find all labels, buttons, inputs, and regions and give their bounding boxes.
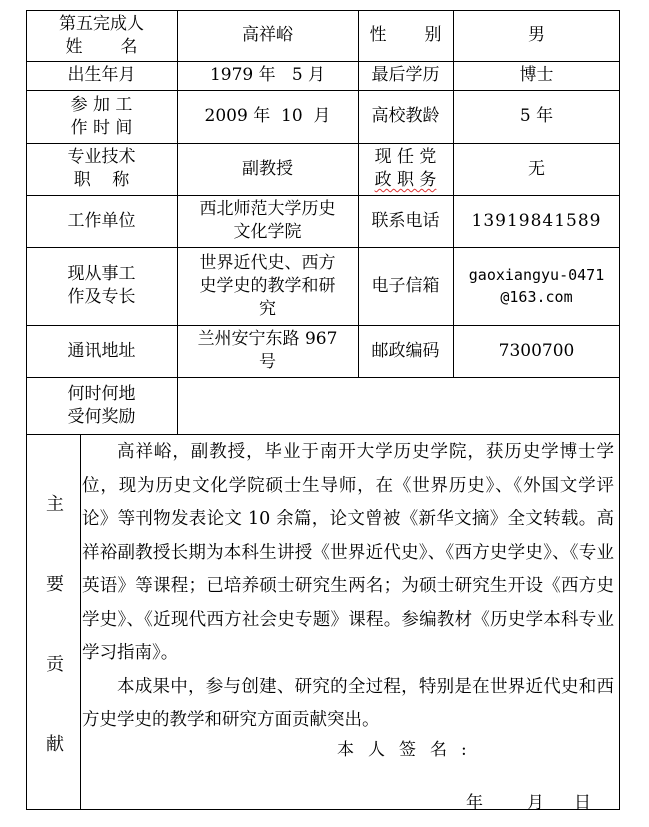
address-label: 通讯地址 <box>67 340 136 361</box>
party-position-value: 无 <box>528 158 545 179</box>
awards-label: 何时何地 受何奖励 <box>67 383 136 427</box>
postcode-label: 邮政编码 <box>371 340 440 361</box>
education-label: 最后学历 <box>371 65 440 85</box>
contribution-label: 主 要 贡 献 <box>46 494 64 755</box>
row-divider <box>26 434 620 435</box>
email-value: gaoxiangyu-0471 @163.com <box>468 266 605 306</box>
awards-value <box>177 377 620 434</box>
party-position-label: 现 任 党 政 职 务 <box>374 147 437 190</box>
gender-label: 性 别 <box>369 25 442 45</box>
birth-label: 出生年月 <box>67 65 136 85</box>
phone-label: 联系电话 <box>371 210 440 231</box>
postcode-value: 7300700 <box>498 340 575 361</box>
contribution-paragraph: 本成果中，参与创建、研究的全过程，特别是在世界近代史和西方史学史的教学和研究方面贡献突出。 <box>82 676 614 730</box>
teaching-years-label: 高校教龄 <box>371 106 440 126</box>
col-divider <box>80 434 81 810</box>
contribution-paragraph: 高祥峪，副教授，毕业于南开大学历史学院，获历史学博士学位，现为历史文化学院硕士生导师，在《世界历史》、《外国文学评论》等刊物发表论文 10 余篇，论文曾被《新华文摘》全文转载。高祥裕副教授长期为本科生讲授《世界近代史》、《西方史学史》、《专业英语》等课程；已培养硕士研究生两名；为硕士研究生开设《西方史学史》、《近现代西方社会史专题》课程。参编教材《历史学本科专业学习指南》。 <box>82 442 614 663</box>
date-month: 月 <box>527 793 544 813</box>
name-label: 第五完成人 姓 名 <box>59 13 144 57</box>
gender-value: 男 <box>528 25 545 45</box>
education-value: 博士 <box>519 65 554 85</box>
title-value: 副教授 <box>242 158 293 179</box>
work-unit-label: 工作单位 <box>67 210 136 231</box>
specialty-label: 现从事工 作及专长 <box>67 264 136 307</box>
date-day: 日 <box>574 793 591 813</box>
title-label: 专业技术 职 称 <box>67 147 136 190</box>
name-value: 高祥峪 <box>242 25 293 45</box>
email-label: 电子信箱 <box>371 275 440 296</box>
address-value: 兰州安宁东路 967 号 <box>197 329 338 372</box>
work-time-value: 2009 年 10 月 <box>204 106 331 126</box>
specialty-value: 世界近代史、西方 史学史的教学和研 究 <box>199 252 336 319</box>
name-caption: 第五完成人 <box>59 13 144 34</box>
signature-label: 本人签名: <box>337 740 481 760</box>
date-year: 年 <box>466 793 483 813</box>
teaching-years-value: 5 年 <box>519 106 554 126</box>
birth-value: 1979 年 5 月 <box>209 65 326 85</box>
work-time-label: 参 加 工 作 时 间 <box>70 94 133 138</box>
work-unit-value: 西北师范大学历史 文化学院 <box>199 199 336 242</box>
contribution-text <box>82 436 614 738</box>
phone-value: 13919841589 <box>471 210 602 231</box>
